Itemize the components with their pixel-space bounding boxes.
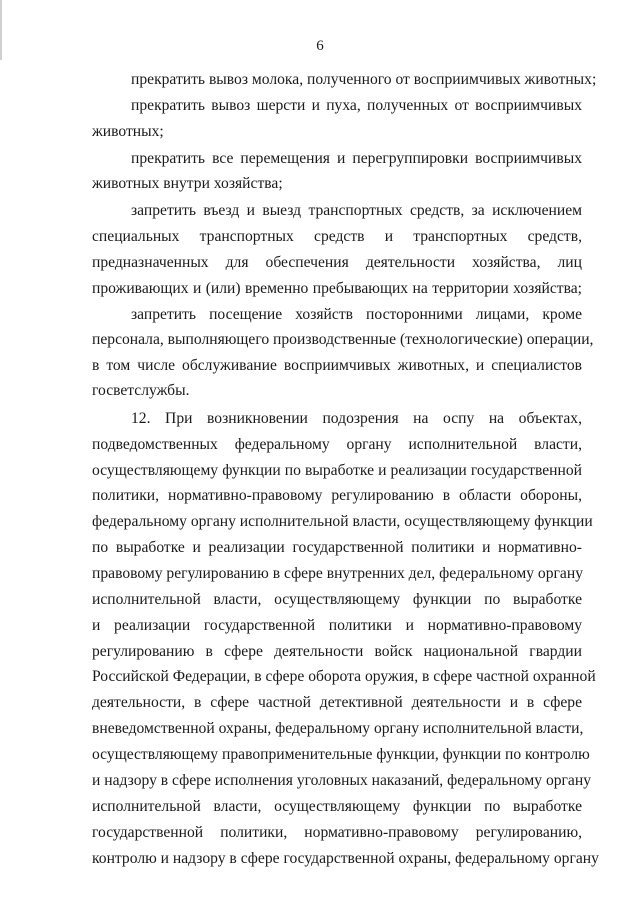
text-line: и реализации государственной политики и нормативно-правовому [92, 617, 582, 634]
text-line: запретить посещение хозяйств посторонними лицами, кроме [131, 306, 582, 323]
text-line: госветслужбы. [92, 382, 190, 399]
text-line: животных; [92, 123, 164, 140]
text-line: контролю и надзору в сфере государственной охраны, федеральному органу [92, 850, 599, 867]
text-line: осуществляющему функции по выработке и реализации государственной [92, 462, 582, 479]
text-line: в том числе обслуживание восприимчивых животных, и специалистов [92, 357, 582, 374]
page-number: 6 [316, 38, 324, 54]
text-line: и надзору в сфере исполнения уголовных наказаний, федеральному органу [92, 772, 591, 789]
text-line: прекратить вывоз шерсти и пуха, полученных от восприимчивых [131, 97, 582, 114]
text-line: запретить въезд и выезд транспортных средств, за исключением [131, 202, 582, 219]
text-line: специальных транспортных средств и транспортных средств, [92, 228, 582, 245]
text-line: регулированию в сфере деятельности войск национальной гвардии [92, 643, 582, 660]
text-line: правовому регулированию в сфере внутренних дел, федеральному органу [92, 565, 583, 582]
text-line: подведомственных федеральному органу исполнительной власти, [92, 436, 582, 453]
text-line: 12. При возникновении подозрения на оспу на объектах, [131, 410, 582, 427]
text-line: исполнительной власти, осуществляющему функции по выработке [92, 798, 582, 815]
text-line: федеральному органу исполнительной власти, осуществляющему функции [92, 513, 593, 530]
text-line: прекратить вывоз молока, полученного от восприимчивых животных; [131, 71, 597, 88]
text-line: политики, нормативно-правовому регулированию в области обороны, [92, 487, 582, 504]
text-line: деятельности, в сфере частной детективной деятельности и в сфере [92, 694, 582, 711]
text-line: проживающих и (или) временно пребывающих на территории хозяйства; [92, 280, 582, 297]
text-line: предназначенных для обеспечения деятельности хозяйства, лиц [92, 254, 582, 271]
text-line: животных внутри хозяйства; [92, 175, 283, 192]
text-line: прекратить все перемещения и перегруппировки восприимчивых [131, 150, 582, 167]
text-line: по выработке и реализации государственной политики и нормативно- [92, 539, 582, 556]
text-line: персонала, выполняющего производственные (технологические) операции, [92, 331, 594, 348]
text-line: осуществляющему правоприменительные функции, функции по контролю [92, 746, 590, 763]
text-line: вневедомственной охраны, федеральному органу исполнительной власти, [92, 720, 584, 737]
text-line: государственной политики, нормативно-правовому регулированию, [92, 824, 582, 841]
text-line: исполнительной власти, осуществляющему функции по выработке [92, 591, 582, 608]
text-line: Российской Федерации, в сфере оборота оружия, в сфере частной охранной [92, 668, 596, 685]
